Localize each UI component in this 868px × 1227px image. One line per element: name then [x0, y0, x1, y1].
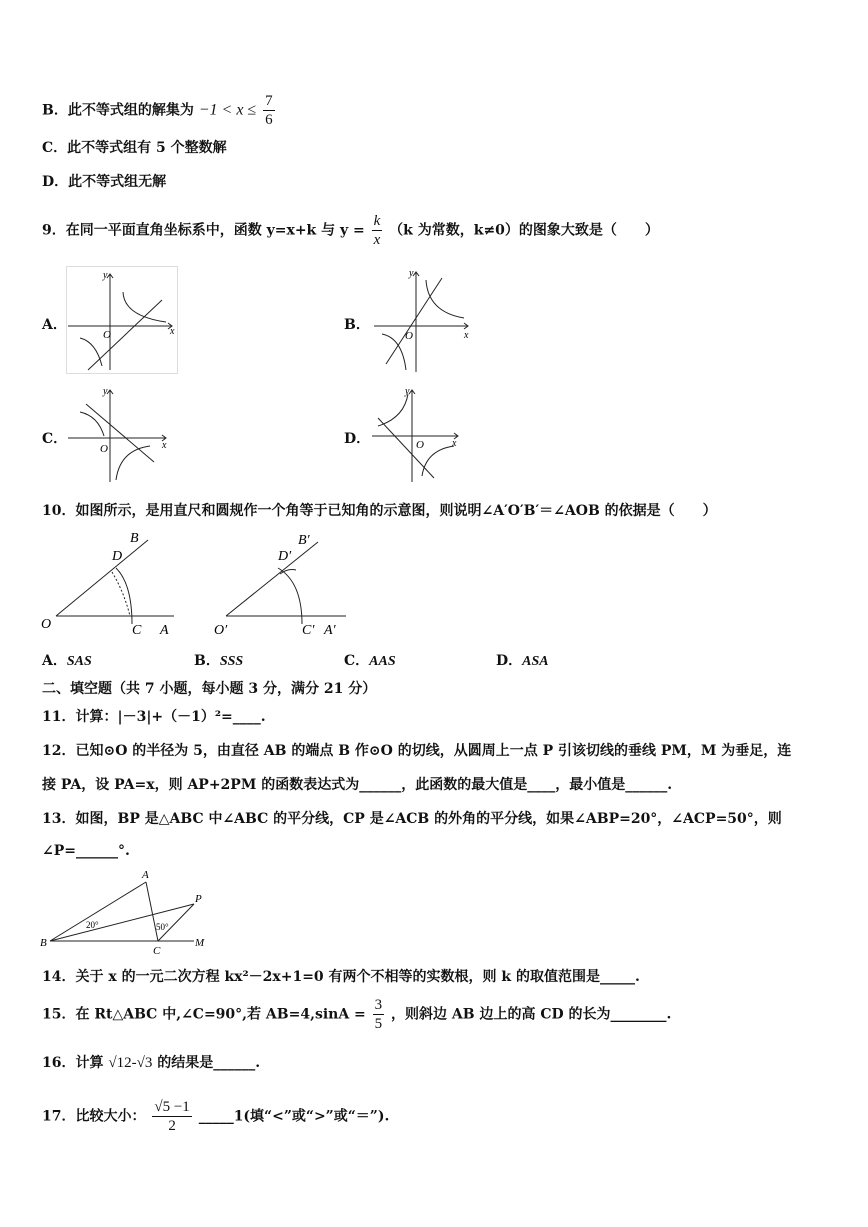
hyperbola-branch	[80, 338, 102, 366]
y-axis-label: y	[103, 270, 108, 281]
y-axis-label: y	[103, 386, 108, 397]
y-axis-label: y	[405, 386, 410, 397]
point-a-label: A′	[324, 623, 336, 638]
line-graph	[86, 404, 154, 462]
q10-figure-1	[36, 528, 186, 640]
q17	[42, 1098, 389, 1135]
fraction-numerator: 7	[265, 93, 273, 109]
fraction-denominator: 5	[374, 1016, 383, 1032]
graph-frame	[67, 267, 178, 374]
q8-option-b-text: 此不等式组的解集为	[67, 102, 194, 119]
q12-line2: 接 PA，设 PA=x，则 AP+2PM 的函数表达式为______，此函数的最大值是____，最小值是______.	[42, 777, 673, 793]
q9-fraction	[372, 212, 383, 249]
q15-prefix: 15．在 Rt△ABC 中,∠C=90°,若 AB=4,sinA =	[42, 1006, 366, 1023]
option-label: D．	[496, 653, 523, 669]
q10-stem: 10．如图所示，是用直尺和圆规作一个角等于已知角的示意图，则说明∠A′O′B′＝∠AOB 的依据是（ ）	[42, 503, 717, 519]
q8-option-b-fraction	[263, 92, 275, 129]
q8-option-b	[42, 92, 277, 129]
q13-figure	[38, 866, 214, 958]
segment-ba	[50, 882, 146, 941]
q17-suffix: _____1(填“<”或“>”或“＝”).	[198, 1108, 390, 1125]
q10-option-d	[496, 650, 549, 670]
q9-stem-suffix: （k 为常数，k≠0）的图象大致是（ ）	[389, 222, 659, 239]
origin-label: O	[416, 439, 424, 451]
point-c-label: C	[153, 945, 161, 957]
hyperbola-branch	[123, 292, 166, 322]
fraction-numerator: √5 −1	[154, 1099, 190, 1115]
q15-suffix: ，则斜边 AB 边上的高 CD 的长为________.	[391, 1006, 672, 1023]
q9-label-a: A．	[42, 317, 67, 333]
x-axis-label: x	[170, 326, 175, 337]
fraction-numerator: 3	[374, 997, 383, 1013]
hyperbola-branch	[378, 394, 408, 426]
segment-bp	[50, 904, 194, 941]
q15-fraction	[373, 996, 385, 1033]
q13-line1: 13．如图，BP 是△ABC 中∠ABC 的平分线，CP 是∠ACB 的外角的平分线，如果∠ABP=20°，∠ACP=50°，则	[42, 811, 782, 827]
option-text: AAS	[369, 654, 396, 669]
point-c-label: C	[132, 623, 142, 638]
q8-option-c: C．此不等式组有 5 个整数解	[42, 140, 227, 156]
line-graph	[378, 418, 434, 478]
fraction-numerator: k	[373, 213, 381, 229]
point-d-label: D	[112, 549, 123, 564]
option-label: C．	[344, 653, 370, 669]
point-a-label: A	[142, 869, 149, 881]
q17-fraction	[152, 1098, 191, 1135]
line-graph	[386, 278, 442, 364]
q9-label-d: D．	[344, 431, 371, 447]
section-heading: 二、填空题（共 7 小题，每小题 3 分，满分 21 分）	[42, 681, 377, 697]
q10-option-a	[42, 650, 92, 670]
dashed-arc	[112, 572, 130, 616]
line-graph	[88, 300, 162, 370]
q9-label-b: B．	[344, 317, 370, 333]
q16-suffix: 的结果是______.	[157, 1055, 261, 1071]
point-m-label: M	[195, 937, 205, 949]
q9-graph-c	[66, 384, 174, 484]
fraction-denominator: 6	[265, 112, 273, 128]
point-b-label: B′	[298, 533, 310, 548]
q9-graph-a	[66, 266, 178, 374]
angle-acp-label: 50°	[156, 922, 169, 932]
angle-abp-label: 20°	[86, 920, 99, 930]
q9-stem	[42, 212, 659, 249]
x-axis-label: x	[464, 330, 469, 341]
x-axis-label: x	[162, 440, 167, 451]
point-o-label: O′	[214, 623, 228, 638]
q8-option-b-label: B．	[42, 102, 68, 119]
fraction-denominator: 2	[168, 1118, 176, 1134]
q9-stem-prefix: 9．在同一平面直角坐标系中，函数 y=x+k 与 y =	[42, 222, 365, 239]
q17-prefix: 17．比较大小：	[42, 1108, 146, 1125]
origin-label: O	[100, 443, 108, 455]
q16-expression: √12-√3	[108, 1055, 153, 1071]
point-b-label: B	[130, 531, 139, 546]
q9-graph-d	[370, 384, 466, 484]
q11: 11．计算：|－3|+（－1）²=____.	[42, 709, 266, 725]
hyperbola-branch	[426, 280, 464, 318]
option-text: SSS	[219, 654, 244, 669]
point-b-label: B	[40, 937, 47, 949]
segment-ac	[146, 882, 158, 941]
q15	[42, 996, 671, 1033]
q10-figure-2	[206, 528, 356, 640]
ray-ob	[226, 542, 318, 616]
point-c-label: C′	[302, 623, 315, 638]
x-axis-label: x	[452, 438, 457, 449]
q8-option-d: D．此不等式组无解	[42, 174, 167, 190]
q12-line1: 12．已知⊙O 的半径为 5，由直径 AB 的端点 B 作⊙O 的切线，从圆周上一点 P 引该切线的垂线 PM，M 为垂足，连	[42, 743, 792, 759]
q9-label-c: C．	[42, 431, 68, 447]
origin-label: O	[103, 329, 111, 341]
q9-graph-b	[372, 264, 476, 376]
q10-option-c	[344, 650, 396, 670]
ray-ob	[56, 540, 148, 616]
hyperbola-branch	[422, 446, 454, 476]
q13-line2: ∠P=______°.	[42, 843, 130, 859]
q10-option-b	[194, 650, 243, 670]
option-label: B．	[194, 653, 220, 669]
y-axis-label: y	[409, 268, 414, 279]
point-p-label: P	[195, 893, 202, 905]
point-d-label: D′	[278, 549, 292, 564]
q16-prefix: 16．计算	[42, 1055, 104, 1071]
q16	[42, 1052, 260, 1072]
point-o-label: O	[41, 617, 52, 632]
q8-option-b-math: −1 < x ≤	[198, 101, 257, 119]
q14: 14．关于 x 的一元二次方程 kx²－2x+1=0 有两个不相等的实数根，则 k 的取值范围是_____.	[42, 969, 640, 985]
option-text: SAS	[66, 654, 92, 669]
point-a-label: A	[160, 623, 169, 638]
fraction-denominator: x	[373, 232, 381, 248]
origin-label: O	[405, 330, 413, 342]
hyperbola-branch	[80, 412, 104, 436]
hyperbola-branch	[116, 446, 150, 480]
option-label: A．	[42, 653, 67, 669]
option-text: ASA	[522, 654, 549, 669]
